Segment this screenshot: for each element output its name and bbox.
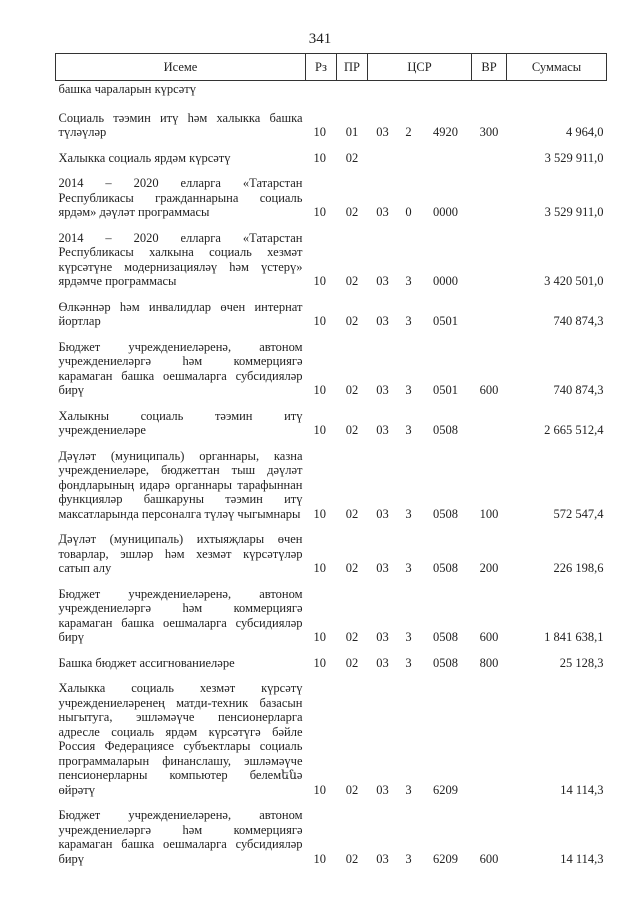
table-cell-csr-3 (420, 81, 472, 103)
table-cell-sum: 3 420 501,0 (544, 274, 604, 288)
table-cell-vr (472, 401, 507, 441)
header-sum: Суммасы (507, 54, 607, 81)
table-cell-csr-2 (398, 81, 420, 103)
table-cell-csr-2: 3 (405, 423, 412, 437)
table-cell-csr-3: 0508 (433, 655, 458, 670)
table-cell-sum: 3 529 911,0 (544, 205, 604, 219)
table-cell-name: Социаль тәэмин итү һәм халыкка башка түләүләр (58, 110, 303, 139)
table-cell-csr-3: 0000 (433, 205, 458, 219)
table-cell-rz: 10 (313, 383, 326, 397)
table-row (56, 223, 607, 292)
table-cell-name: 2014 – 2020 елларга «Татарстан Республикасы халкына социаль хезмәт күрсәтүне модернизацияләү һәм үстерү» ярдәмче программасы (58, 230, 303, 288)
table-cell-rz: 10 (313, 506, 326, 521)
table-cell-pr: 02 (345, 150, 359, 165)
table-cell-pr: 02 (345, 561, 359, 575)
table-cell-vr: 600 (479, 630, 499, 644)
table-cell-rz: 10 (313, 423, 326, 437)
table-header-row (56, 54, 607, 81)
table-cell-pr: 02 (345, 423, 359, 437)
table-cell-name: Бюджет учреждениеләренә, автоном учреждениеләргә һәм коммерциягә карамаган башка оешмаларга субсидияләр бирү (58, 586, 303, 644)
header-pr: ПР (337, 54, 368, 81)
table-cell-vr: 300 (479, 125, 499, 139)
table-cell-sum (507, 81, 607, 103)
page-number: 341 (308, 31, 332, 47)
table-cell-csr-1: 03 (376, 506, 389, 521)
table-cell-vr (472, 81, 507, 103)
table-cell-vr (472, 292, 507, 332)
table-cell-rz: 10 (313, 125, 326, 139)
table-row (56, 441, 607, 525)
table-cell-pr: 02 (345, 205, 359, 219)
table-cell-pr: 02 (345, 782, 359, 797)
table-cell-pr: 02 (345, 274, 359, 288)
table-cell-csr-3: 4920 (433, 125, 458, 139)
table-row (56, 103, 607, 143)
table-cell-vr (472, 143, 507, 169)
table-cell-name: Бюджет учреждениеләренә, автоном учреждениеләргә һәм коммерциягә карамаган башка оешмаларга субсидияләр бирү (58, 339, 303, 397)
table-cell-name: Дәүләт (муниципаль) органнары, казна учреждениеләре, бюджеттан тыш дәүләт фондларының идарә органнары тарафыннан функцияләр башкаруны тәэмин итү максатларында персоналга түләү чыгымнары (58, 448, 303, 521)
table-cell-sum: 3 529 911,0 (544, 150, 604, 165)
table-cell-csr-2: 3 (405, 630, 412, 644)
table-cell-csr-2: 2 (405, 125, 412, 139)
table-row (56, 800, 607, 869)
table-row (56, 143, 607, 169)
table-cell-vr: 100 (479, 506, 499, 521)
table-cell-vr (472, 223, 507, 292)
table-cell-csr-3: 0508 (433, 630, 458, 644)
table-cell-csr-1: 03 (376, 274, 389, 288)
table-cell-csr-3: 6209 (433, 782, 458, 797)
table-cell-csr-3: 0501 (433, 383, 458, 397)
table-row (56, 332, 607, 401)
table-cell-vr: 600 (479, 851, 499, 866)
table-cell-sum: 740 874,3 (553, 383, 604, 397)
table-row (56, 168, 607, 223)
table-cell-csr-1: 03 (376, 205, 389, 219)
table-cell-rz: 10 (313, 205, 326, 219)
table-cell-name: Халыкны социаль тәэмин итү учреждениеләре (58, 408, 303, 437)
table-cell-vr (472, 168, 507, 223)
table-cell-csr-3: 0508 (433, 423, 458, 437)
table-cell-rz: 10 (313, 851, 326, 866)
table-row (56, 579, 607, 648)
table-cell-rz: 10 (313, 655, 326, 670)
table-cell-csr-2: 3 (405, 383, 412, 397)
table-cell-csr-3: 0508 (433, 561, 458, 575)
table-cell-name: Дәүләт (муниципаль) ихтыяҗлары өчен товарлар, эшләр һәм хезмәт күрсәтүләр сатып алу (58, 532, 303, 575)
table-cell-sum: 25 128,3 (559, 655, 604, 670)
table-cell-pr (337, 81, 368, 103)
table-cell-csr-3: 6209 (433, 851, 458, 866)
table-cell-sum: 226 198,6 (553, 561, 604, 575)
table-cell-name: башка чараларын күрсәтү (58, 82, 196, 96)
table-cell-csr-1 (368, 143, 398, 169)
table-row (56, 673, 607, 800)
table-cell-csr-2: 3 (405, 314, 412, 328)
header-csr: ЦСР (368, 54, 472, 81)
table-cell-csr-1: 03 (376, 782, 389, 797)
table-cell-csr-2: 3 (405, 851, 412, 866)
table-cell-pr: 02 (345, 655, 359, 670)
table-cell-vr (472, 673, 507, 800)
table-cell-csr-3: 0000 (433, 274, 458, 288)
table-cell-rz: 10 (313, 150, 326, 165)
table-cell-csr-3: 0501 (433, 314, 458, 328)
table-cell-pr: 01 (345, 125, 359, 139)
table-cell-rz (306, 81, 337, 103)
table-cell-name: 2014 – 2020 елларга «Татарстан Республикасы гражданнарына социаль ярдәм» дәүләт программасы (58, 176, 303, 219)
table-cell-pr: 02 (345, 630, 359, 644)
table-cell-csr-1: 03 (376, 630, 389, 644)
table-cell-csr-2: 0 (405, 205, 412, 219)
table-cell-vr: 200 (479, 561, 499, 575)
table-cell-sum: 572 547,4 (553, 506, 604, 521)
table-cell-sum: 14 114,3 (560, 782, 604, 797)
budget-table (55, 53, 607, 869)
table-cell-csr-2: 3 (405, 782, 412, 797)
table-cell-vr: 600 (479, 383, 499, 397)
header-vr: ВР (472, 54, 507, 81)
table-cell-csr-1 (368, 81, 398, 103)
table-cell-name: Халыкка социаль ярдәм күрсәтү (58, 150, 231, 165)
table-body (56, 81, 607, 870)
table-cell-sum: 4 964,0 (566, 125, 604, 139)
table-row (56, 401, 607, 441)
header-rz: Рз (306, 54, 337, 81)
table-cell-name: Башка бюджет ассигнованиеләре (58, 655, 235, 670)
table-cell-sum: 14 114,3 (560, 851, 604, 866)
table-cell-sum: 1 841 638,1 (544, 630, 604, 644)
header-name: Исеме (56, 54, 306, 81)
table-cell-pr: 02 (345, 506, 359, 521)
table-cell-name: Бюджет учреждениеләренә, автоном учреждениеләргә һәм коммерциягә карамаган башка оешмаларга субсидияләр бирү (58, 808, 303, 866)
table-cell-name: Халыкка социаль хезмәт күрсәтү учреждениеләренең матди-техник базасын ныгытуга, эшләмәүче пенсионерларга адресле социаль ярдәм күрсәтүгә бәйле Россия Федерациясе субъектлары социаль программаларын финанслашу, эшләмәүче пенсионерларны компьютер белемենә өйрәтү (58, 681, 303, 797)
table-cell-csr-1: 03 (376, 561, 389, 575)
table-cell-rz: 10 (313, 561, 326, 575)
table-cell-rz: 10 (313, 314, 326, 328)
table-cell-rz: 10 (313, 630, 326, 644)
table-row (56, 292, 607, 332)
table-cell-sum: 740 874,3 (553, 314, 604, 328)
table-cell-csr-1: 03 (376, 383, 389, 397)
table-cell-pr: 02 (345, 314, 359, 328)
table-cell-pr: 02 (345, 851, 359, 866)
table-cell-rz: 10 (313, 782, 326, 797)
table-cell-csr-1: 03 (376, 423, 389, 437)
table-cell-csr-3: 0508 (433, 506, 458, 521)
table-cell-csr-2: 3 (405, 506, 412, 521)
table-cell-csr-2: 3 (405, 274, 412, 288)
table-cell-csr-2: 3 (405, 561, 412, 575)
table-cell-csr-3 (420, 143, 472, 169)
table-cell-name: Өлкәннәр һәм инвалидлар өчен интернат йортлар (58, 299, 303, 328)
table-cell-pr: 02 (345, 383, 359, 397)
table-cell-vr: 800 (479, 655, 499, 670)
table-cell-rz: 10 (313, 274, 326, 288)
table-cell-csr-2 (398, 143, 420, 169)
table-cell-csr-1: 03 (376, 314, 389, 328)
table-cell-csr-2: 3 (405, 655, 412, 670)
table-cell-sum: 2 665 512,4 (544, 423, 604, 437)
table-cell-csr-1: 03 (376, 851, 389, 866)
table-row (56, 524, 607, 579)
table-row (56, 81, 607, 103)
table-cell-csr-1: 03 (376, 125, 389, 139)
table-row (56, 648, 607, 674)
table-cell-csr-1: 03 (376, 655, 389, 670)
